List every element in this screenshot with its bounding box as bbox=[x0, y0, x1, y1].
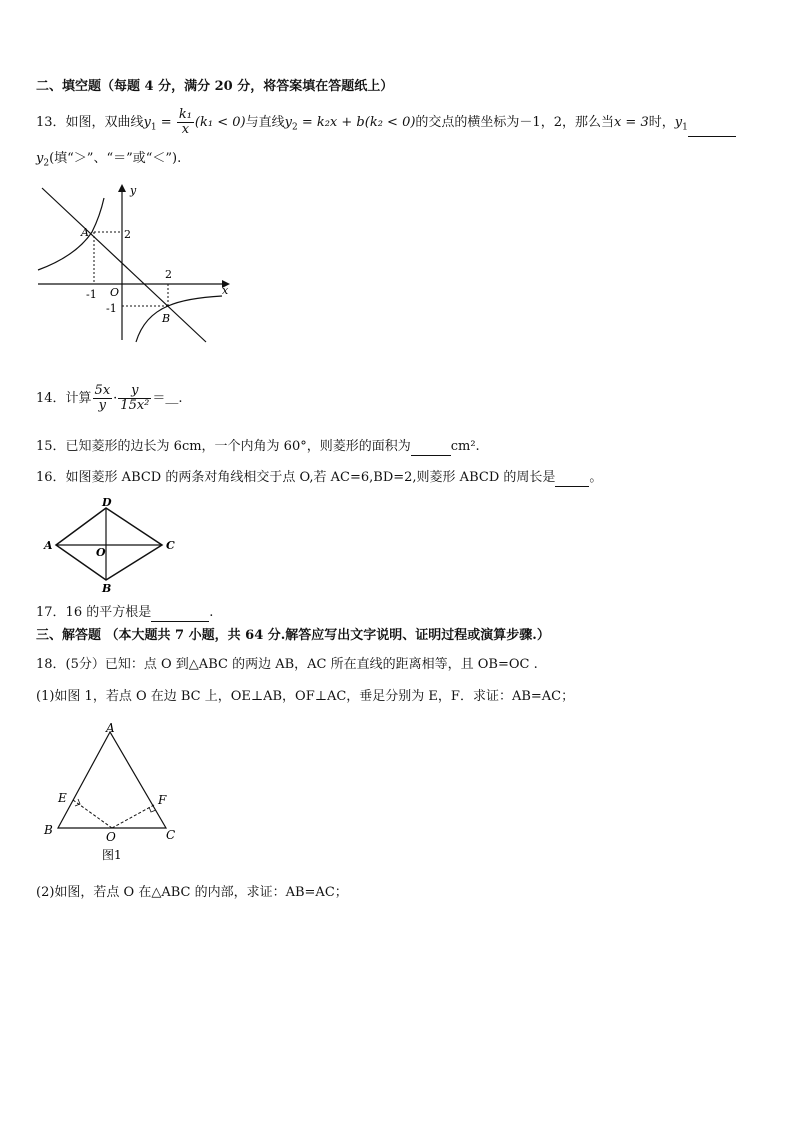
q13-line2-text: (填“＞”、“＝”或“＜”). bbox=[49, 151, 182, 166]
q13-answer-blank[interactable] bbox=[688, 136, 736, 137]
segment-of bbox=[112, 805, 154, 828]
q16-answer-blank[interactable] bbox=[555, 486, 589, 487]
q17-text: 17．16 的平方根是 bbox=[36, 605, 152, 620]
q16-rhombus bbox=[36, 496, 186, 596]
q13-tail2: 时， bbox=[648, 115, 675, 130]
q16-line bbox=[36, 469, 602, 487]
label-c: C bbox=[166, 828, 176, 842]
q14-fraction-2 bbox=[118, 384, 151, 413]
q17-line bbox=[36, 604, 213, 622]
q15-text: 15．已知菱形的边长为 6cm，一个内角为 60°，则菱形的面积为 bbox=[36, 439, 411, 454]
figure-caption: 图1 bbox=[102, 848, 122, 862]
section2-heading: 二、填空题（每题 4 分，满分 20 分，将答案填在答题纸上） bbox=[36, 79, 394, 94]
label-o: O bbox=[96, 546, 106, 559]
label-d: D bbox=[102, 496, 112, 509]
q15-answer-blank[interactable] bbox=[411, 455, 451, 456]
q14-f1-den: y bbox=[98, 398, 107, 413]
q13-fraction bbox=[177, 108, 194, 137]
q13-cond2: (k₂ < 0) bbox=[364, 115, 416, 130]
section3-heading: 三、解答题 （本大题共 7 小题，共 64 分.解答应写出文字说明、证明过程或演算步骤.） bbox=[36, 628, 550, 643]
y-axis-arrow bbox=[118, 184, 126, 192]
q13-eq: = bbox=[156, 115, 176, 130]
q14-f2-num: y bbox=[118, 384, 151, 399]
q18-part1: (1)如图 1，若点 O 在边 BC 上，OE⊥AB，OF⊥AC，垂足分别为 E，F．求证：AB=AC； bbox=[36, 689, 575, 704]
q13-line2 bbox=[36, 150, 181, 173]
q16-text: 16．如图菱形 ABCD 的两条对角线相交于点 O,若 AC=6,BD=2,则菱形 ABCD 的周长是 bbox=[36, 470, 556, 485]
q14-lead: 14．计算 bbox=[36, 391, 92, 406]
q13-y2-sub: 2 bbox=[291, 122, 298, 133]
q16-tail: 。 bbox=[589, 470, 603, 485]
label-c: C bbox=[166, 539, 175, 552]
q14-dot: · bbox=[113, 391, 118, 406]
q13-graph bbox=[36, 180, 236, 345]
q13-xcond: x = 3 bbox=[613, 115, 649, 130]
label-b: B bbox=[162, 312, 171, 325]
q14-line bbox=[36, 384, 183, 414]
label-neg1-y: -1 bbox=[106, 302, 117, 315]
q13-frac-num: k₁ bbox=[178, 107, 192, 122]
q13-line2-y: y bbox=[36, 151, 44, 166]
q13-y1-sub: 1 bbox=[150, 122, 157, 133]
label-neg1-x: -1 bbox=[86, 288, 97, 301]
q13-line2-sub: 2 bbox=[43, 158, 50, 169]
q13-line-expr: = k₂x + b bbox=[297, 115, 365, 130]
q13-tail: 的交点的横坐标为－1，2，那么当 bbox=[415, 115, 614, 130]
label-a: A bbox=[81, 226, 89, 239]
q17-tail: . bbox=[209, 605, 214, 620]
q13-y1: y bbox=[143, 115, 151, 130]
label-x: x bbox=[222, 284, 229, 297]
line-y2 bbox=[42, 188, 206, 342]
hyperbola-right-branch bbox=[136, 296, 222, 342]
q18-triangle-figure bbox=[36, 722, 196, 867]
q14-f1-num: 5x bbox=[94, 383, 111, 398]
q14-f2-den: 15x² bbox=[120, 398, 150, 413]
q13-line1 bbox=[36, 108, 736, 137]
q18-part2: (2)如图，若点 O 在△ABC 的内部，求证：AB=AC； bbox=[36, 885, 348, 900]
q13-y2: y bbox=[284, 115, 292, 130]
q13-lead: 13．如图，双曲线 bbox=[36, 115, 144, 130]
rhombus-outline bbox=[56, 508, 162, 580]
label-f: F bbox=[158, 793, 167, 807]
q13-y1-end: y bbox=[674, 115, 683, 130]
label-two-x: 2 bbox=[165, 268, 172, 281]
q13-y1-end-sub: 1 bbox=[682, 122, 688, 133]
q13-mid: 与直线 bbox=[245, 115, 285, 130]
q18-line1: 18．(5分）已知：点 O 到△ABC 的两边 AB，AC 所在直线的距离相等，且 OB=OC . bbox=[36, 657, 538, 672]
q15-unit: cm². bbox=[450, 439, 480, 454]
label-two-y: 2 bbox=[124, 228, 131, 241]
q14-tail: ＝＿. bbox=[152, 391, 183, 406]
label-a: A bbox=[106, 722, 115, 735]
q13-frac-den: x bbox=[181, 122, 190, 137]
label-a: A bbox=[44, 539, 53, 552]
triangle-abc bbox=[58, 732, 166, 828]
q15-line bbox=[36, 438, 480, 456]
label-b: B bbox=[102, 582, 112, 595]
label-y: y bbox=[130, 184, 137, 197]
label-o: O bbox=[106, 830, 116, 844]
q13-cond1: (k₁ < 0) bbox=[194, 115, 246, 130]
label-o: O bbox=[110, 286, 120, 299]
q17-answer-blank[interactable] bbox=[151, 621, 209, 622]
label-e: E bbox=[58, 791, 67, 805]
label-b: B bbox=[44, 823, 53, 837]
q14-fraction-1 bbox=[93, 384, 113, 413]
